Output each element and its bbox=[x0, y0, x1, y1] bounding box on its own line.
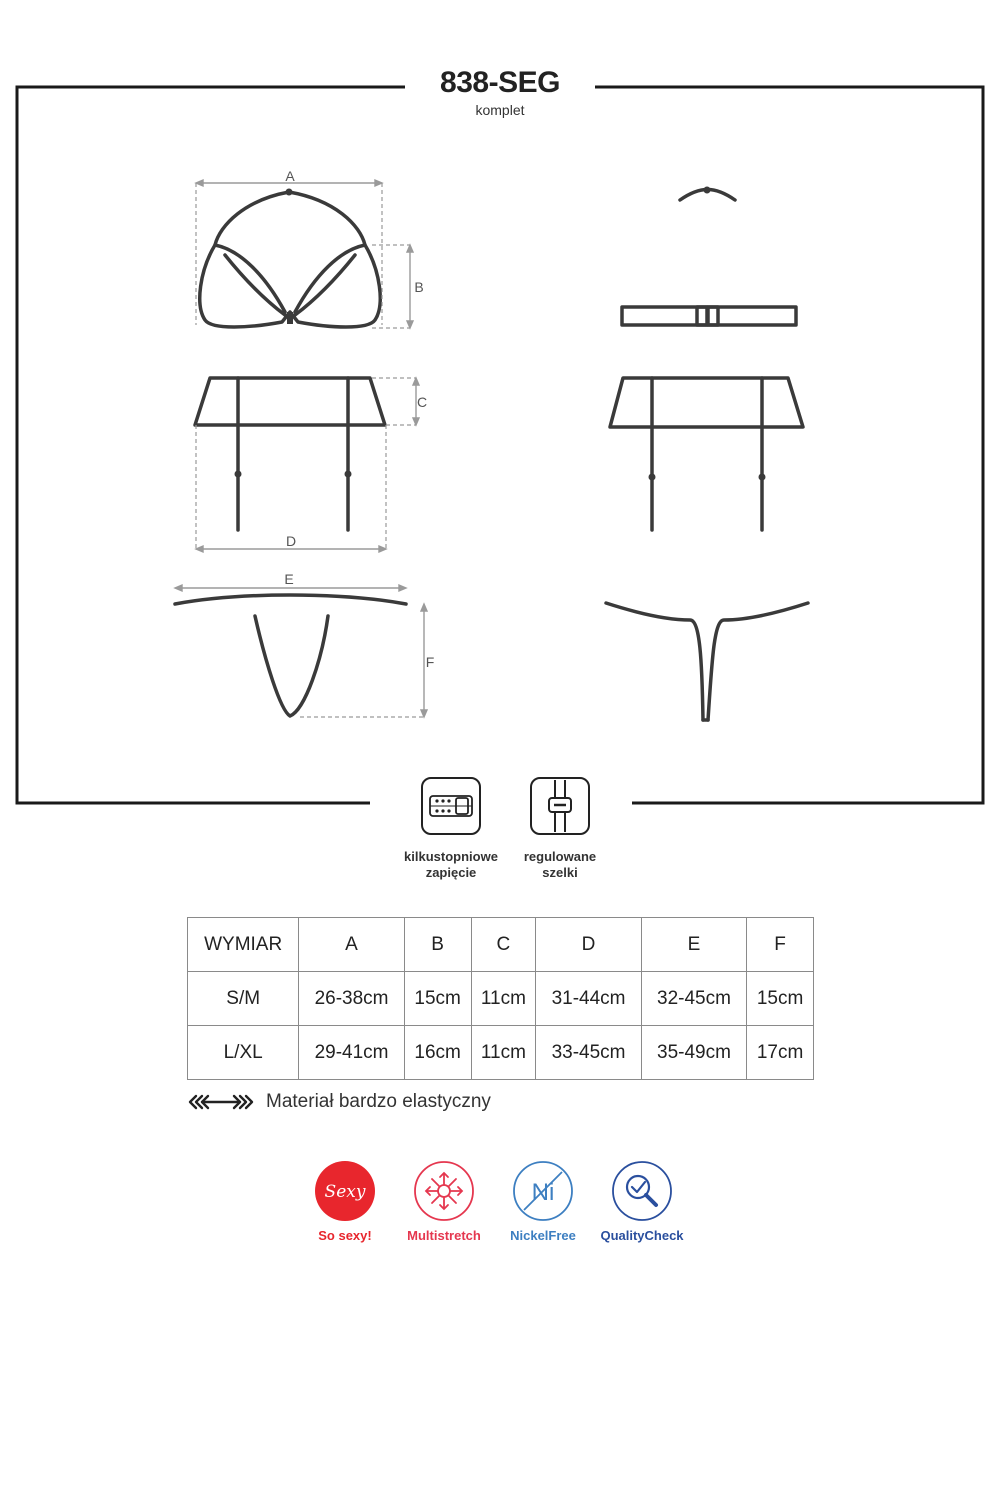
table-header-cell: C bbox=[471, 918, 536, 972]
dimension-label-a: A bbox=[285, 168, 295, 184]
product-type: komplet bbox=[475, 102, 525, 118]
dimension-label-e: E bbox=[284, 571, 294, 587]
product-code: 838-SEG bbox=[440, 66, 560, 99]
elastic-note bbox=[188, 1090, 491, 1114]
dimension-label-f: F bbox=[425, 654, 435, 670]
dimension-label-d: D bbox=[285, 533, 297, 549]
badge-label: NickelFree bbox=[510, 1228, 576, 1243]
thong-back-drawing bbox=[606, 603, 808, 720]
elastic-note-text: Materiał bardzo elastyczny bbox=[266, 1091, 491, 1112]
feature-1-line1: kilkustopniowe bbox=[404, 849, 498, 864]
table-cell: 17cm bbox=[747, 1026, 814, 1080]
table-cell: 11cm bbox=[471, 972, 536, 1026]
garter-belt-front-drawing bbox=[195, 378, 385, 530]
quality-check-icon bbox=[611, 1160, 673, 1222]
bra-front-ring bbox=[286, 189, 293, 196]
feature-2-line2: szelki bbox=[542, 865, 578, 880]
garter-back-clip-left bbox=[649, 474, 656, 481]
garter-back-clip-right bbox=[759, 474, 766, 481]
feature-2-line1: regulowane bbox=[523, 849, 597, 864]
feature-1-line2: zapięcie bbox=[425, 865, 477, 880]
table-cell: S/M bbox=[188, 972, 299, 1026]
table-cell: 15cm bbox=[404, 972, 471, 1026]
bra-front-drawing bbox=[200, 192, 380, 327]
garter-clip-left bbox=[235, 471, 242, 478]
table-cell: 16cm bbox=[404, 1026, 471, 1080]
sexy-icon-text: Sexy bbox=[324, 1182, 366, 1202]
feature-adjustable-straps bbox=[500, 776, 620, 881]
table-header-cell: D bbox=[536, 918, 641, 972]
table-header-cell: B bbox=[404, 918, 471, 972]
table-cell: 15cm bbox=[747, 972, 814, 1026]
table-row bbox=[188, 972, 814, 1026]
multi-step-clasp-icon bbox=[420, 776, 482, 836]
garter-clip-right bbox=[345, 471, 352, 478]
table-header-cell: F bbox=[747, 918, 814, 972]
badge-nickel-free bbox=[493, 1160, 593, 1243]
table-cell: L/XL bbox=[188, 1026, 299, 1080]
size-table bbox=[187, 917, 814, 1080]
table-cell: 32-45cm bbox=[641, 972, 746, 1026]
table-cell: 29-41cm bbox=[299, 1026, 404, 1080]
table-header-row bbox=[188, 918, 814, 972]
bra-front-center bbox=[287, 312, 293, 324]
table-cell: 33-45cm bbox=[536, 1026, 641, 1080]
multistretch-icon bbox=[413, 1160, 475, 1222]
bra-back-drawing bbox=[622, 190, 796, 326]
table-cell: 35-49cm bbox=[641, 1026, 746, 1080]
table-cell: 11cm bbox=[471, 1026, 536, 1080]
sexy-icon bbox=[314, 1160, 376, 1222]
thong-front-drawing bbox=[175, 595, 406, 716]
badge-so-sexy bbox=[295, 1160, 395, 1243]
badge-quality-check bbox=[592, 1160, 692, 1243]
bra-back-ring bbox=[704, 187, 711, 194]
badge-label: So sexy! bbox=[318, 1228, 372, 1243]
badge-label: Multistretch bbox=[407, 1228, 481, 1243]
nickel-free-icon bbox=[512, 1160, 574, 1222]
table-row bbox=[188, 1026, 814, 1080]
badge-multistretch bbox=[394, 1160, 494, 1243]
feature-multi-step-clasp bbox=[391, 776, 511, 881]
table-header-cell: A bbox=[299, 918, 404, 972]
table-header-cell: WYMIAR bbox=[188, 918, 299, 972]
table-cell: 31-44cm bbox=[536, 972, 641, 1026]
nickel-icon-text: Ni bbox=[531, 1179, 555, 1206]
garter-belt-back-drawing bbox=[610, 378, 803, 530]
elastic-arrows-icon bbox=[188, 1094, 254, 1110]
adjustable-straps-icon bbox=[529, 776, 591, 836]
badge-label: QualityCheck bbox=[600, 1228, 684, 1243]
table-header-cell: E bbox=[641, 918, 746, 972]
dimension-arrows bbox=[175, 180, 427, 717]
dimension-label-c: C bbox=[416, 394, 428, 410]
dimension-label-b: B bbox=[414, 279, 424, 295]
table-cell: 26-38cm bbox=[299, 972, 404, 1026]
